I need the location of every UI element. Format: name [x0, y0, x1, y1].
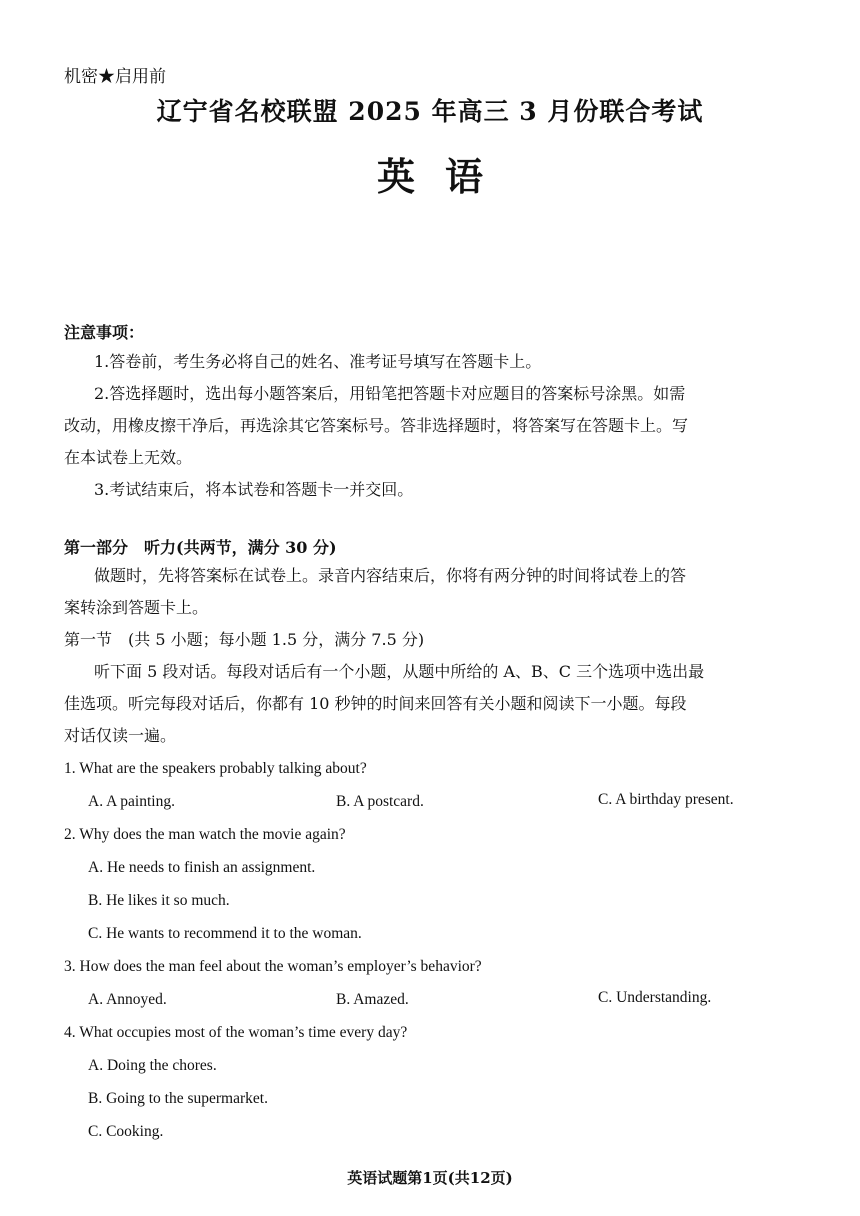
question-2-option-a: A. He needs to finish an assignment.	[88, 859, 316, 876]
section1-heading: 第一节 (共 5 小题；每小题 1.5 分，满分 7.5 分)	[64, 630, 425, 649]
part1-intro-line-2: 案转涂到答题卡上。	[64, 598, 209, 617]
question-3: 3. How does the man feel about the woman’s employer’s behavior?	[64, 958, 482, 975]
notice-item-2-line-1: 2.答选择题时，选出每小题答案后，用铅笔把答题卡对应题目的答案标号涂黑。如需	[94, 384, 686, 403]
question-4-option-a: A. Doing the chores.	[88, 1057, 217, 1074]
subject-title: 英语	[376, 154, 513, 199]
notice-item-3: 3.考试结束后，将本试卷和答题卡一并交回。	[94, 480, 414, 499]
question-1-option-c: C. A birthday present.	[598, 791, 734, 808]
question-2: 2. Why does the man watch the movie again?	[64, 826, 346, 843]
notice-item-1: 1.答卷前，考生务必将自己的姓名、准考证号填写在答题卡上。	[94, 352, 542, 371]
notice-item-2-line-3: 在本试卷上无效。	[64, 448, 193, 467]
question-4: 4. What occupies most of the woman’s time every day?	[64, 1024, 408, 1041]
question-4-option-b: B. Going to the supermarket.	[88, 1090, 268, 1107]
question-2-option-b: B. He likes it so much.	[88, 892, 230, 909]
question-3-option-b: B. Amazed.	[336, 991, 409, 1008]
notice-item-2-line-2: 改动，用橡皮擦干净后，再选涂其它答案标号。答非选择题时，将答案写在答题卡上。写	[64, 416, 689, 435]
question-1: 1. What are the speakers probably talking about?	[64, 760, 367, 777]
page-footer: 英语试题第1页(共12页)	[347, 1169, 513, 1187]
notice-heading: 注意事项：	[64, 323, 145, 342]
question-3-option-a: A. Annoyed.	[88, 991, 167, 1008]
question-2-option-c: C. He wants to recommend it to the woman.	[88, 925, 362, 942]
section1-line-1: 听下面 5 段对话。每段对话后有一个小题，从题中所给的 A、B、C 三个选项中选出最	[94, 662, 705, 681]
section1-line-3: 对话仅读一遍。	[64, 726, 177, 745]
question-3-option-c: C. Understanding.	[598, 989, 712, 1006]
part1-heading: 第一部分 听力(共两节，满分 30 分)	[64, 538, 337, 557]
question-1-option-b: B. A postcard.	[336, 793, 424, 810]
confidential-label: 机密★启用前	[64, 67, 166, 87]
question-1-option-a: A. A painting.	[88, 793, 175, 810]
section1-line-2: 佳选项。听完每段对话后，你都有 10 秒钟的时间来回答有关小题和阅读下一小题。每段	[64, 694, 687, 713]
question-4-option-c: C. Cooking.	[88, 1123, 164, 1140]
exam-title: 辽宁省名校联盟 2025 年高三 3 月份联合考试	[156, 97, 704, 126]
part1-intro-line-1: 做题时，先将答案标在试卷上。录音内容结束后，你将有两分钟的时间将试卷上的答	[94, 566, 687, 585]
